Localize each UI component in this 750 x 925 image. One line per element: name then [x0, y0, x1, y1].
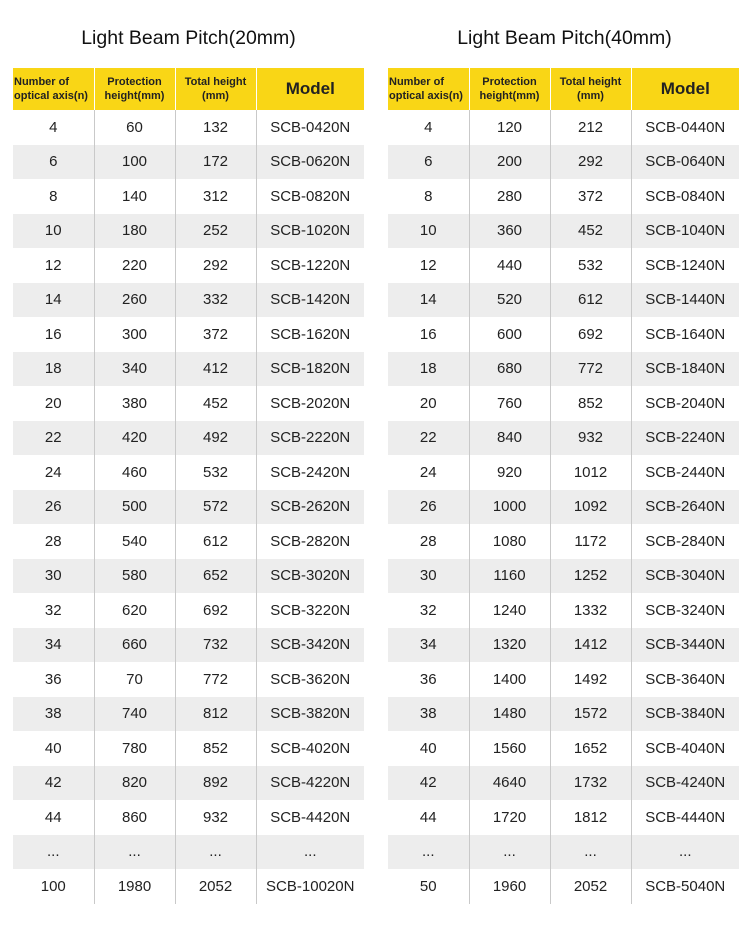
cell-total-height: 1252	[550, 559, 631, 594]
spec-table-40mm	[388, 68, 739, 904]
header-total-height: Total height (mm)	[550, 68, 631, 110]
cell-protection-height: 1080	[469, 524, 550, 559]
cell-optical-axis: 12	[388, 248, 469, 283]
cell-protection-height: 380	[94, 386, 175, 421]
cell-optical-axis: 32	[13, 593, 94, 628]
cell-total-height: 932	[175, 800, 256, 835]
cell-protection-height: 440	[469, 248, 550, 283]
cell-model: SCB-3640N	[631, 662, 739, 697]
cell-total-height: 292	[175, 248, 256, 283]
cell-model: SCB-4220N	[256, 766, 364, 801]
cell-protection-height: 920	[469, 455, 550, 490]
cell-protection-height: 100	[94, 145, 175, 180]
table-row	[388, 766, 739, 801]
cell-optical-axis: 24	[13, 455, 94, 490]
cell-protection-height: 360	[469, 214, 550, 249]
cell-total-height: ...	[550, 835, 631, 870]
cell-optical-axis: 8	[13, 179, 94, 214]
cell-total-height: 1492	[550, 662, 631, 697]
table-row	[388, 869, 739, 904]
cell-protection-height: 760	[469, 386, 550, 421]
cell-protection-height: 1320	[469, 628, 550, 663]
cell-total-height: 1412	[550, 628, 631, 663]
table-body-40mm	[388, 110, 739, 904]
table-row	[388, 145, 739, 180]
cell-model: SCB-2840N	[631, 524, 739, 559]
cell-optical-axis: 50	[388, 869, 469, 904]
table-row	[388, 455, 739, 490]
header-optical-axis: Number of optical axis(n)	[388, 68, 469, 110]
header-row	[388, 68, 739, 110]
header-total-height: Total height (mm)	[175, 68, 256, 110]
cell-total-height: 852	[550, 386, 631, 421]
cell-optical-axis: ...	[388, 835, 469, 870]
cell-model: SCB-3820N	[256, 697, 364, 732]
cell-protection-height: 840	[469, 421, 550, 456]
cell-total-height: 372	[550, 179, 631, 214]
cell-model: SCB-2220N	[256, 421, 364, 456]
cell-optical-axis: ...	[13, 835, 94, 870]
cell-optical-axis: 8	[388, 179, 469, 214]
cell-total-height: 132	[175, 110, 256, 145]
cell-optical-axis: 38	[388, 697, 469, 732]
cell-protection-height: 70	[94, 662, 175, 697]
table-row	[13, 800, 364, 835]
header-model: Model	[256, 68, 364, 110]
cell-protection-height: 1560	[469, 731, 550, 766]
cell-optical-axis: 34	[13, 628, 94, 663]
cell-optical-axis: 28	[388, 524, 469, 559]
table-row	[388, 490, 739, 525]
cell-protection-height: 1000	[469, 490, 550, 525]
table-row	[13, 869, 364, 904]
cell-protection-height: 680	[469, 352, 550, 387]
cell-total-height: 1092	[550, 490, 631, 525]
cell-model: SCB-2640N	[631, 490, 739, 525]
cell-total-height: 452	[175, 386, 256, 421]
header-model: Model	[631, 68, 739, 110]
table-row	[13, 145, 364, 180]
cell-model: SCB-3240N	[631, 593, 739, 628]
cell-total-height: 172	[175, 145, 256, 180]
table-row	[388, 800, 739, 835]
cell-optical-axis: 42	[388, 766, 469, 801]
cell-total-height: 612	[175, 524, 256, 559]
spec-panel-20mm	[13, 0, 364, 904]
cell-model: SCB-3040N	[631, 559, 739, 594]
cell-total-height: 412	[175, 352, 256, 387]
cell-protection-height: ...	[469, 835, 550, 870]
cell-model: SCB-2040N	[631, 386, 739, 421]
cell-protection-height: 340	[94, 352, 175, 387]
table-row	[13, 455, 364, 490]
cell-protection-height: 200	[469, 145, 550, 180]
cell-optical-axis: 4	[388, 110, 469, 145]
table-row	[388, 731, 739, 766]
cell-total-height: 212	[550, 110, 631, 145]
table-row	[388, 628, 739, 663]
table-row	[13, 421, 364, 456]
cell-optical-axis: 22	[388, 421, 469, 456]
cell-model: SCB-4040N	[631, 731, 739, 766]
table-row	[13, 835, 364, 870]
table-row	[13, 214, 364, 249]
cell-model: SCB-4240N	[631, 766, 739, 801]
table-row	[13, 628, 364, 663]
cell-total-height: 932	[550, 421, 631, 456]
cell-protection-height: 460	[94, 455, 175, 490]
table-row	[13, 697, 364, 732]
cell-total-height: 1652	[550, 731, 631, 766]
cell-protection-height: 180	[94, 214, 175, 249]
cell-total-height: 572	[175, 490, 256, 525]
cell-model: SCB-0440N	[631, 110, 739, 145]
cell-optical-axis: 28	[13, 524, 94, 559]
cell-model: SCB-2440N	[631, 455, 739, 490]
cell-optical-axis: 6	[388, 145, 469, 180]
cell-model: ...	[631, 835, 739, 870]
cell-total-height: 2052	[175, 869, 256, 904]
cell-total-height: 1332	[550, 593, 631, 628]
cell-optical-axis: 10	[388, 214, 469, 249]
cell-optical-axis: 36	[388, 662, 469, 697]
table-title-20mm: Light Beam Pitch(20mm)	[81, 27, 296, 49]
table-row	[13, 593, 364, 628]
cell-optical-axis: 40	[388, 731, 469, 766]
cell-total-height: 612	[550, 283, 631, 318]
cell-protection-height: 500	[94, 490, 175, 525]
cell-protection-height: 540	[94, 524, 175, 559]
table-row	[13, 317, 364, 352]
table-row	[388, 835, 739, 870]
cell-model: SCB-1440N	[631, 283, 739, 318]
spec-table-20mm	[13, 68, 364, 904]
cell-total-height: 372	[175, 317, 256, 352]
cell-optical-axis: 16	[388, 317, 469, 352]
cell-protection-height: 120	[469, 110, 550, 145]
cell-protection-height: 1480	[469, 697, 550, 732]
cell-total-height: 492	[175, 421, 256, 456]
cell-total-height: 1812	[550, 800, 631, 835]
cell-model: SCB-1240N	[631, 248, 739, 283]
cell-total-height: ...	[175, 835, 256, 870]
cell-protection-height: 280	[469, 179, 550, 214]
cell-optical-axis: 18	[388, 352, 469, 387]
cell-total-height: 452	[550, 214, 631, 249]
cell-model: SCB-1220N	[256, 248, 364, 283]
cell-model: SCB-2820N	[256, 524, 364, 559]
cell-optical-axis: 20	[388, 386, 469, 421]
cell-model: SCB-2620N	[256, 490, 364, 525]
table-row	[388, 421, 739, 456]
cell-model: SCB-0640N	[631, 145, 739, 180]
table-row	[13, 386, 364, 421]
cell-total-height: 1172	[550, 524, 631, 559]
cell-model: SCB-4020N	[256, 731, 364, 766]
spec-panel-40mm	[388, 0, 739, 904]
cell-model: SCB-0840N	[631, 179, 739, 214]
cell-model: SCB-3420N	[256, 628, 364, 663]
cell-optical-axis: 6	[13, 145, 94, 180]
cell-model: SCB-5040N	[631, 869, 739, 904]
cell-protection-height: 1160	[469, 559, 550, 594]
table-row	[388, 214, 739, 249]
table-row	[388, 352, 739, 387]
header-optical-axis: Number of optical axis(n)	[13, 68, 94, 110]
cell-total-height: 292	[550, 145, 631, 180]
cell-protection-height: 860	[94, 800, 175, 835]
cell-optical-axis: 14	[388, 283, 469, 318]
cell-model: SCB-3620N	[256, 662, 364, 697]
table-row	[13, 352, 364, 387]
cell-model: SCB-3440N	[631, 628, 739, 663]
cell-total-height: 732	[175, 628, 256, 663]
table-row	[388, 593, 739, 628]
cell-optical-axis: 26	[13, 490, 94, 525]
cell-model: SCB-1020N	[256, 214, 364, 249]
cell-model: SCB-1840N	[631, 352, 739, 387]
cell-model: SCB-1620N	[256, 317, 364, 352]
cell-optical-axis: 100	[13, 869, 94, 904]
cell-protection-height: 620	[94, 593, 175, 628]
header-protection-height: Protection height(mm)	[94, 68, 175, 110]
cell-protection-height: 520	[469, 283, 550, 318]
cell-model: SCB-3220N	[256, 593, 364, 628]
table-row	[388, 559, 739, 594]
cell-model: SCB-2020N	[256, 386, 364, 421]
cell-total-height: 692	[550, 317, 631, 352]
table-row	[13, 179, 364, 214]
cell-optical-axis: 26	[388, 490, 469, 525]
cell-model: SCB-1640N	[631, 317, 739, 352]
cell-protection-height: 1980	[94, 869, 175, 904]
table-row	[388, 179, 739, 214]
cell-optical-axis: 40	[13, 731, 94, 766]
cell-total-height: 532	[550, 248, 631, 283]
cell-model: SCB-0420N	[256, 110, 364, 145]
cell-protection-height: 140	[94, 179, 175, 214]
cell-optical-axis: 32	[388, 593, 469, 628]
cell-optical-axis: 34	[388, 628, 469, 663]
cell-total-height: 772	[550, 352, 631, 387]
cell-protection-height: 1720	[469, 800, 550, 835]
cell-protection-height: 780	[94, 731, 175, 766]
cell-total-height: 692	[175, 593, 256, 628]
cell-optical-axis: 38	[13, 697, 94, 732]
cell-protection-height: 60	[94, 110, 175, 145]
cell-model: SCB-3020N	[256, 559, 364, 594]
cell-model: SCB-1420N	[256, 283, 364, 318]
table-row	[388, 248, 739, 283]
cell-protection-height: 220	[94, 248, 175, 283]
cell-optical-axis: 10	[13, 214, 94, 249]
cell-optical-axis: 14	[13, 283, 94, 318]
table-row	[388, 283, 739, 318]
table-title-40mm: Light Beam Pitch(40mm)	[457, 27, 672, 49]
cell-protection-height: 740	[94, 697, 175, 732]
cell-model: SCB-1040N	[631, 214, 739, 249]
table-row	[13, 662, 364, 697]
cell-total-height: 652	[175, 559, 256, 594]
cell-total-height: 812	[175, 697, 256, 732]
cell-total-height: 852	[175, 731, 256, 766]
cell-total-height: 1572	[550, 697, 631, 732]
cell-model: SCB-0820N	[256, 179, 364, 214]
cell-total-height: 1732	[550, 766, 631, 801]
table-row	[13, 283, 364, 318]
cell-protection-height: 660	[94, 628, 175, 663]
cell-total-height: 252	[175, 214, 256, 249]
cell-optical-axis: 24	[388, 455, 469, 490]
cell-model: ...	[256, 835, 364, 870]
cell-optical-axis: 22	[13, 421, 94, 456]
cell-optical-axis: 18	[13, 352, 94, 387]
cell-protection-height: 260	[94, 283, 175, 318]
cell-protection-height: 300	[94, 317, 175, 352]
table-row	[388, 524, 739, 559]
cell-total-height: 2052	[550, 869, 631, 904]
table-row	[388, 386, 739, 421]
table-row	[13, 766, 364, 801]
cell-protection-height: 1400	[469, 662, 550, 697]
table-row	[13, 490, 364, 525]
table-body-20mm	[13, 110, 364, 904]
cell-optical-axis: 30	[388, 559, 469, 594]
cell-model: SCB-2420N	[256, 455, 364, 490]
cell-total-height: 312	[175, 179, 256, 214]
cell-optical-axis: 44	[388, 800, 469, 835]
cell-model: SCB-2240N	[631, 421, 739, 456]
cell-optical-axis: 36	[13, 662, 94, 697]
cell-optical-axis: 20	[13, 386, 94, 421]
table-row	[388, 110, 739, 145]
cell-protection-height: 1960	[469, 869, 550, 904]
table-row	[13, 524, 364, 559]
cell-optical-axis: 44	[13, 800, 94, 835]
cell-protection-height: 4640	[469, 766, 550, 801]
cell-optical-axis: 42	[13, 766, 94, 801]
cell-total-height: 892	[175, 766, 256, 801]
cell-optical-axis: 16	[13, 317, 94, 352]
cell-total-height: 532	[175, 455, 256, 490]
cell-protection-height: 1240	[469, 593, 550, 628]
cell-total-height: 1012	[550, 455, 631, 490]
cell-optical-axis: 4	[13, 110, 94, 145]
table-row	[13, 731, 364, 766]
cell-protection-height: 580	[94, 559, 175, 594]
cell-model: SCB-3840N	[631, 697, 739, 732]
cell-model: SCB-4420N	[256, 800, 364, 835]
table-row	[13, 110, 364, 145]
cell-protection-height: ...	[94, 835, 175, 870]
cell-model: SCB-1820N	[256, 352, 364, 387]
header-protection-height: Protection height(mm)	[469, 68, 550, 110]
cell-optical-axis: 30	[13, 559, 94, 594]
cell-protection-height: 600	[469, 317, 550, 352]
table-row	[13, 559, 364, 594]
cell-total-height: 772	[175, 662, 256, 697]
cell-model: SCB-0620N	[256, 145, 364, 180]
header-row	[13, 68, 364, 110]
cell-model: SCB-4440N	[631, 800, 739, 835]
table-row	[388, 697, 739, 732]
cell-model: SCB-10020N	[256, 869, 364, 904]
table-row	[388, 317, 739, 352]
cell-total-height: 332	[175, 283, 256, 318]
table-row	[388, 662, 739, 697]
cell-protection-height: 820	[94, 766, 175, 801]
cell-optical-axis: 12	[13, 248, 94, 283]
table-row	[13, 248, 364, 283]
cell-protection-height: 420	[94, 421, 175, 456]
